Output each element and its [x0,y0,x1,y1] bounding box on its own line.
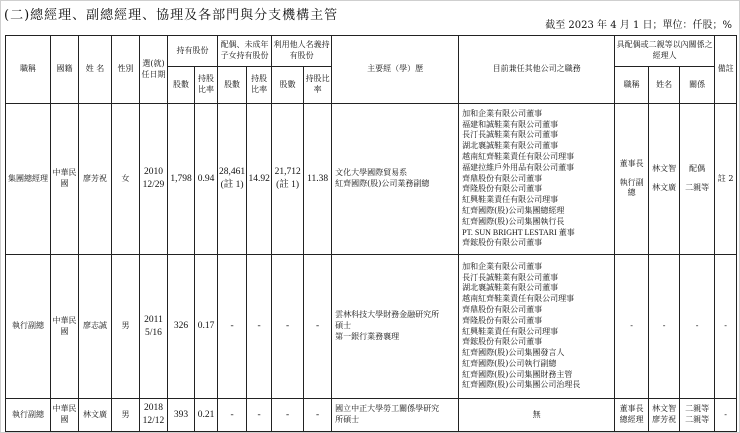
cell-gender: 女 [112,104,140,255]
cell-shares: 326 [168,255,195,399]
cell-rel-relation: 配偶 二親等 [680,104,715,255]
cell-rel-name: 林文智 林文廣 [649,104,680,255]
cell-date: 2010 12/29 [140,104,168,255]
cell-nationality: 中華民國 [51,104,79,255]
cell-nominee-shares: - [272,255,304,399]
cell-name: 廖芳祝 [79,104,112,255]
as-of-note: 截至 2023 年 4 月 1 日；單位：仟股；% [545,20,732,31]
cell-spouse-ratio: - [247,399,272,432]
header-rel-name: 姓名 [649,67,680,104]
header-spouse-holdings: 配偶、未成年子女持有股份 [218,36,272,67]
cell-education: 國立中正大學勞工關係學研究 所碩士 [332,399,459,432]
cell-other-positions: 無 [459,399,615,432]
managers-table [5,35,737,432]
cell-spouse-shares: - [218,255,247,399]
header-shares: 股數 [168,67,195,104]
cell-date: 2018 12/12 [140,399,168,432]
cell-shares: 1,798 [168,104,195,255]
cell-spouse-ratio: - [247,255,272,399]
header-nominee-shares: 股數 [272,67,304,104]
table-row [6,399,737,432]
cell-ratio: 0.21 [195,399,218,432]
header-rel-relation: 關係 [680,67,715,104]
header-spouse-ratio: 持股比率 [247,67,272,104]
cell-other-positions: 加和企業有限公司董事 長汀長誠鞋業有限公司董事 湖北襄誠鞋業有限公司董事 越南紅齊鞋業責任有限公司理事 齊鼎股份有限公司董事 齊隆股份有限公司董事 紅興鞋業責任有限公司理事 齊鋐股份有限公司董事 紅齊國際(股)公司集團發言人 紅齊國際(股)公司執行副總 紅齊國際(股)公司集團財務主管 紅齊國際(股)公司集團公司治理長 [459,255,615,399]
cell-spouse-ratio: 14.92 [247,104,272,255]
cell-nationality: 中華民國 [51,399,79,432]
cell-name: 廖志誠 [79,255,112,399]
cell-rel-name: - [649,255,680,399]
cell-position: 執行副總 [6,255,51,399]
cell-gender: 男 [112,399,140,432]
cell-rel-name: 林文智 廖芳祝 [649,399,680,432]
cell-education: 雲林科技大學財務金融研究所 碩士 第一銀行業務襄理 [332,255,459,399]
header-appointed-date: 選(就)任日期 [140,36,168,104]
cell-date: 2011 5/16 [140,255,168,399]
header-holdings: 持有股份 [168,36,218,67]
cell-name: 林文廣 [79,399,112,432]
cell-remarks: - [715,399,737,432]
cell-nominee-ratio: - [304,399,332,432]
cell-spouse-shares: 28,461 (註 1) [218,104,247,255]
cell-ratio: 0.17 [195,255,218,399]
header-rel-position: 職稱 [615,67,649,104]
header-nominee-holdings: 利用他人名義持有股份 [272,36,332,67]
cell-position: 執行副總 [6,399,51,432]
section-title: (二)總經理、副總經理、協理及各部門與分支機構主管 [4,8,339,23]
header-gender: 性別 [112,36,140,104]
cell-nominee-ratio: 11.38 [304,104,332,255]
header-remarks: 備註 [715,36,737,104]
cell-rel-position: - [615,255,649,399]
cell-ratio: 0.94 [195,104,218,255]
cell-gender: 男 [112,255,140,399]
header-name: 姓 名 [79,36,112,104]
cell-remarks: - [715,255,737,399]
header-related-managers: 具配偶或二親等以內關係之經理人 [615,36,715,67]
cell-nominee-shares: - [272,399,304,432]
cell-nominee-ratio: - [304,255,332,399]
cell-shares: 393 [168,399,195,432]
cell-remarks: 註 2 [715,104,737,255]
table-row [6,104,737,255]
cell-position: 集團總經理 [6,104,51,255]
header-spouse-shares: 股數 [218,67,247,104]
header-nationality: 國籍 [51,36,79,104]
cell-nominee-shares: 21,712 (註 1) [272,104,304,255]
cell-rel-position: 董事長 執行副總 [615,104,649,255]
cell-rel-relation: - [680,255,715,399]
cell-other-positions: 加和企業有限公司董事 福建和誠鞋業有限公司董事 長汀長誠鞋業有限公司董事 湖北襄誠鞋業有限公司董事 越南紅齊鞋業責任有限公司理事 福建拉維戶外用品有限公司董事 齊鼎股份有限公司董事 齊隆股份有限公司董事 紅興鞋業責任有限公司理事 紅齊國際(股)公司集團總經理 紅齊國際(股)公司集團執行長 PT. SUN BRIGHT LESTARI 董事 齊鋐股份有限公司董事 [459,104,615,255]
header-education: 主要經（學）歷 [332,36,459,104]
header-other-positions: 目前兼任其他公司之職務 [459,36,615,104]
header-ratio: 持股比率 [195,67,218,104]
cell-spouse-shares: - [218,399,247,432]
header-nominee-ratio: 持股比率 [304,67,332,104]
cell-rel-position: 董事長 總經理 [615,399,649,432]
cell-nationality: 中華民國 [51,255,79,399]
cell-education: 文化大學國際貿易系 紅齊國際(股)公司業務副總 [332,104,459,255]
table-row [6,255,737,399]
header-position: 職稱 [6,36,51,104]
cell-rel-relation: 二親等 二親等 [680,399,715,432]
